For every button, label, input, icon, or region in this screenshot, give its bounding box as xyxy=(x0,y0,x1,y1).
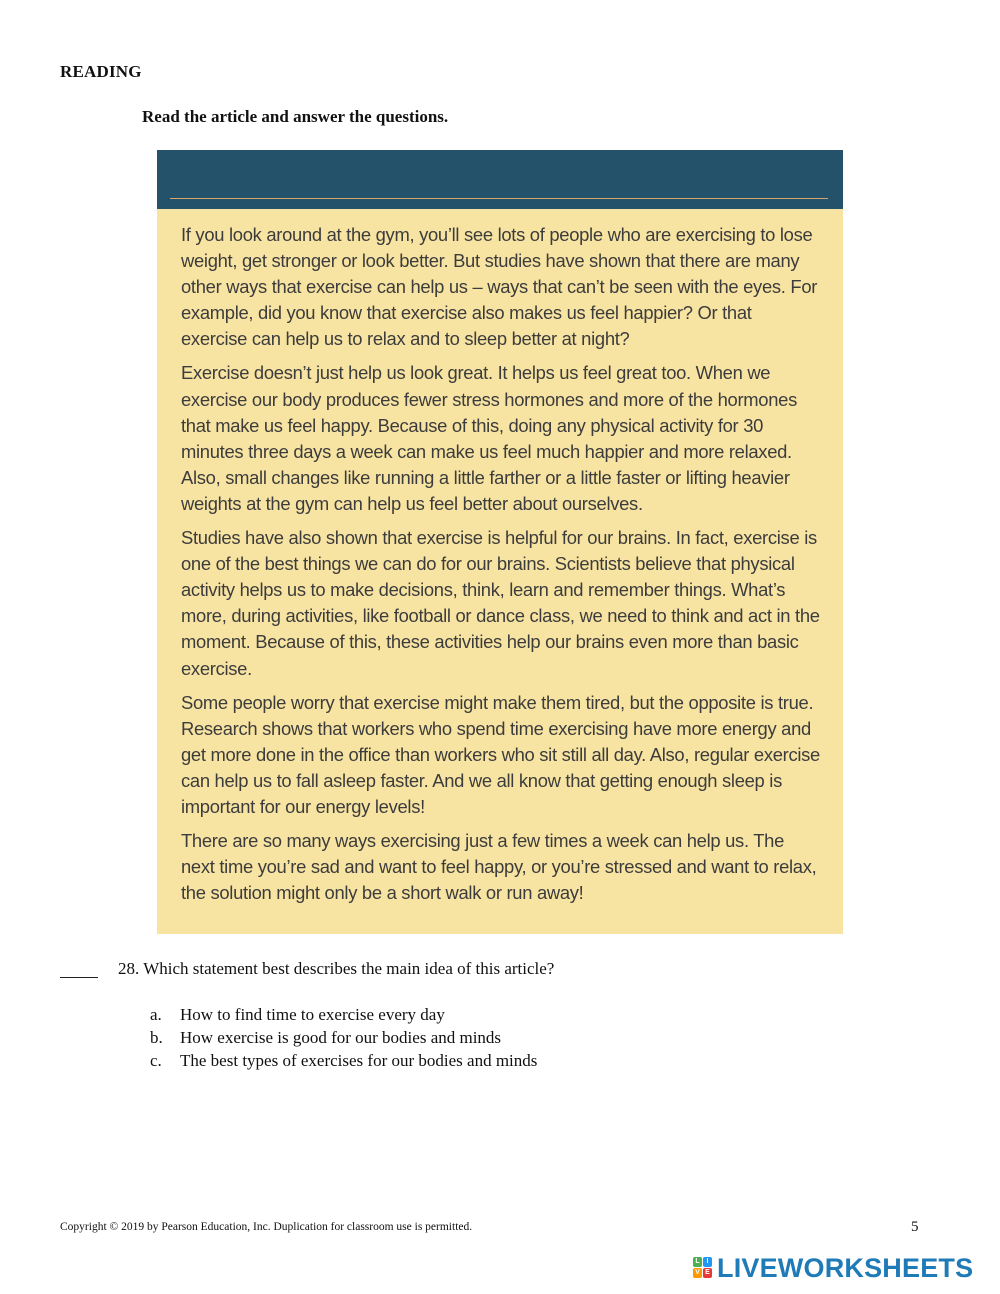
brand-name: LIVEWORKSHEETS xyxy=(717,1252,974,1283)
article-header-band xyxy=(157,150,843,209)
question-28: 28. Which statement best describes the main idea of this article? xyxy=(118,959,555,978)
article-paragraph: Some people worry that exercise might make them tired, but the opposite is true. Research shows that workers who spend time exercising have more energy and get more done in the office than workers who sit still all day. Also, regular exercise can help us to fall asleep faster. And we all know that getting enough sleep is important for our energy levels! xyxy=(181,691,820,817)
article-paragraph: Studies have also shown that exercise is helpful for our brains. In fact, exercise is one of the best things we can do for our brains. Scientists believe that physical activity helps us to make decisions, think, learn and remember things. What’s more, during activities, like football or dance class, we need to think and act in the moment. Because of this, these activities help our brains even more than basic exercise. xyxy=(181,527,820,679)
liveworksheets-brand xyxy=(693,1253,973,1283)
option-a xyxy=(150,1003,537,1026)
section-title: READING xyxy=(60,62,142,81)
option-text: How to find time to exercise every day xyxy=(180,1005,445,1024)
option-text: The best types of exercises for our bodies and minds xyxy=(180,1051,538,1070)
article-panel xyxy=(157,150,843,934)
option-letter: a. xyxy=(150,1005,162,1024)
page-number: 5 xyxy=(911,1219,919,1235)
article-paragraph: There are so many ways exercising just a few times a week can help us. The next time you’re sad and want to feel happy, or you’re stressed and want to relax, the solution might only be a short walk or run away! xyxy=(181,830,817,904)
article-paragraph: Exercise doesn’t just help us look great. It helps us feel great too. When we exercise our body produces fewer stress hormones and more of the hormones that make us feel happy. Because of this, doing any physical activity for 30 minutes three days a week can make us feel much happier and more relaxed. Also, small changes like running a little farther or a little faster or lifting heavier weights at the gym can help us feel better about ourselves. xyxy=(181,362,797,514)
copyright-notice: Copyright © 2019 by Pearson Education, Inc. Duplication for classroom use is permitted. xyxy=(60,1221,473,1233)
answer-blank[interactable] xyxy=(60,977,98,978)
instructions: Read the article and answer the questions. xyxy=(142,107,449,126)
option-c xyxy=(150,1049,537,1072)
option-text: How exercise is good for our bodies and minds xyxy=(180,1028,502,1047)
option-b xyxy=(150,1026,537,1049)
answer-options xyxy=(150,1003,537,1072)
option-letter: b. xyxy=(150,1028,163,1047)
article-paragraph: If you look around at the gym, you’ll see lots of people who are exercising to lose weight, get stronger or look better. But studies have shown that there are many other ways that exercise can help us – ways that can’t be seen with the eyes. For example, did you know that exercise also makes us feel happier? Or that exercise can help us to relax and to sleep better at night? xyxy=(181,224,818,350)
article-body xyxy=(181,222,821,914)
option-letter: c. xyxy=(150,1051,162,1070)
article-header-rule xyxy=(170,198,828,199)
liveworksheets-logo-icon: L I V E xyxy=(693,1257,713,1279)
